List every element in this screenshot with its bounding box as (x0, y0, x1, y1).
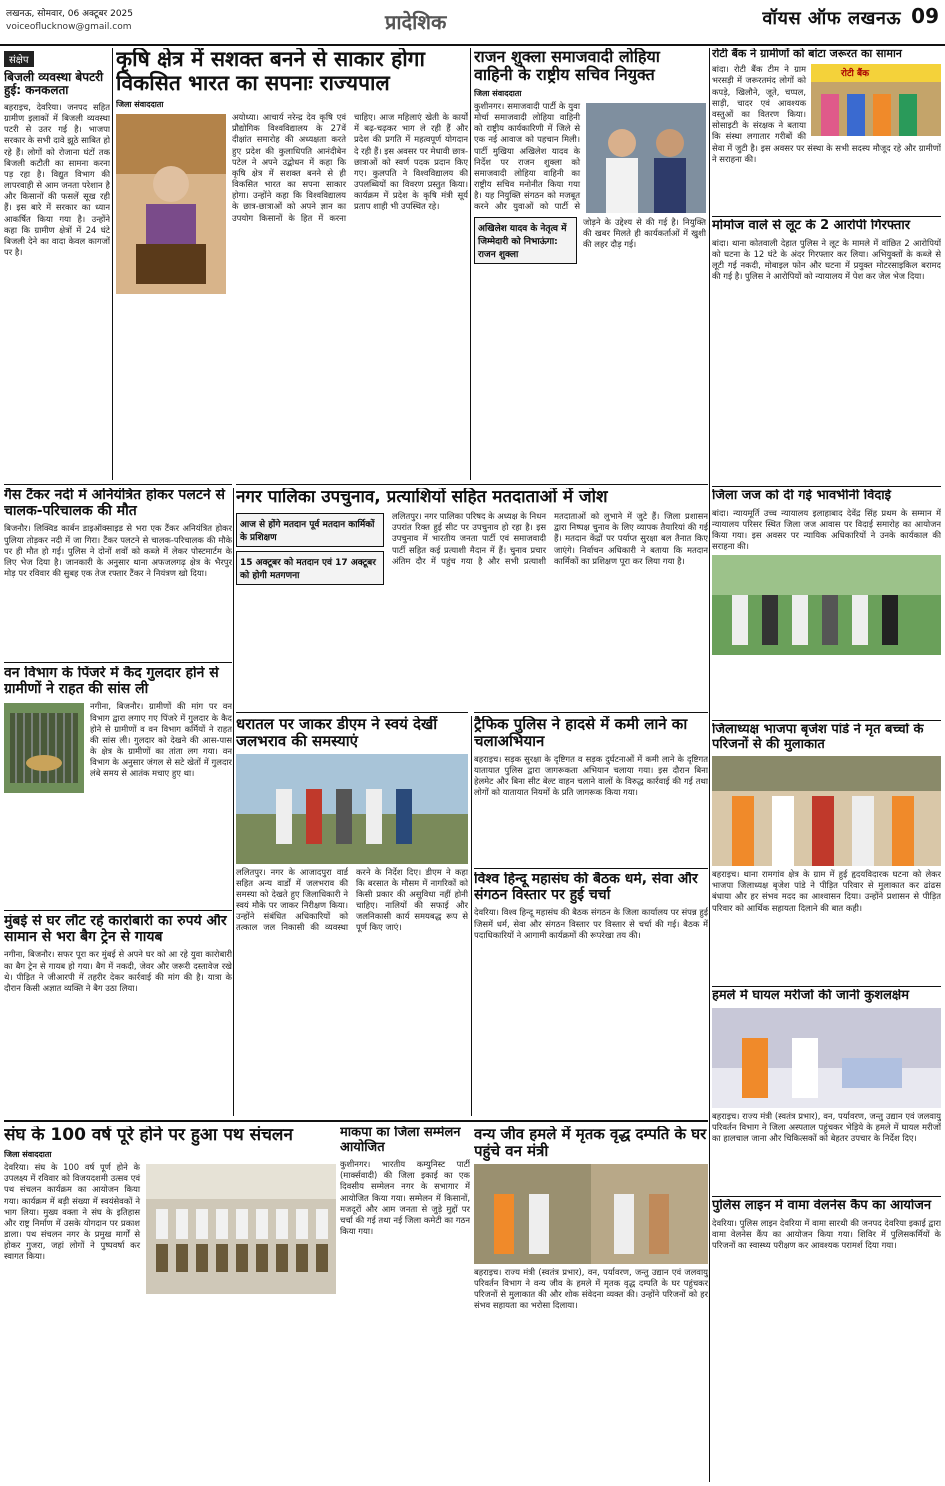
farewell-image (712, 555, 941, 655)
headline: हमले में घायल मरीजों की जानी कुशलक्षेम (712, 989, 909, 1003)
nagar-callouts (236, 513, 384, 585)
banner-text: रोटी बैंक (841, 69, 870, 80)
divider (474, 712, 708, 713)
callout-name: राजन शुक्ला (478, 249, 519, 260)
headline: वन्य जीव हमले में मृतक वृद्ध दम्पति के घर पहुंचे वन मंत्री (474, 1126, 707, 1160)
headline: जिलाध्यक्ष भाजपा बृजेश पांडे ने मृत बच्चों के परिजनों से की मुलाकात (712, 723, 924, 752)
divider (712, 1196, 941, 1197)
callout-dates: 15 अक्टूबर को मतदान एवं 17 अक्टूबर को होगी मतगणना (236, 551, 384, 585)
waterlogging-image (236, 754, 468, 864)
quote-callout (474, 217, 577, 264)
headline: विश्व हिन्दू महासंघ की बैठक धर्म, सेवा और संगठन विस्तार पर हुई चर्चा (474, 872, 698, 903)
cage-image (4, 703, 84, 793)
article-body: बहराइच, देवरिया। जनपद सहित ग्रामीण इलाकों में बिजली व्यवस्था पटरी से उतर गई है। भाजपा सरकार के सभी दावे झूठे साबित हो रहे हैं। लोगों को रोजाना घंटों तक बिजली कटौती का सामना करना पड़ रहा है। विद्युत विभाग की लापरवाही से आम जनता परेशान है और किसानों की फसलें सूख रही हैं। इस बारे में सरकार का ध्यान आकर्षित किया गया है। उन्होंने कहा कि ग्रामीण क्षेत्रों में 24 घंटे बिजली देने का वादा केवल कागजों पर है। (4, 101, 110, 258)
nomination-photo (586, 103, 706, 213)
article-body: बांदा। थाना कोतवाली देहात पुलिस ने लूट के मामले में वांछित 2 आरोपियों को घटना के 12 घंटे के अंदर गिरफ्तार कर लिया। अभियुक्तों के कब्जे से लूटी गई नकदी, मोबाइल फोन और घटना में प्रयुक्त मोटरसाइकिल बरामद की गई है। पुलिस ने आरोपियों को न्यायालय में पेश कर जेल भेज दिया। (712, 237, 941, 282)
article-body: नगीना, बिजनौर। ग्रामीणों की मांग पर वन विभाग द्वारा लगाए गए पिंजरे में गुलदार के कैद होने से ग्रामीणों व वन विभाग कर्मियों ने राहत की सांस ली। गुलदार को देखने की आस-पास के क्षेत्र के ग्रामीणों का तांता लग गया। वन विभाग के अनुसार जंगल से सटे खेतों में गुलदार लंबे समय से आतंक मचाए हुए था। (90, 701, 232, 779)
nagar-palika-article (236, 488, 708, 708)
minister-visit-photo (474, 1164, 708, 1264)
article-body: देवरिया। विश्व हिन्दू महासंघ की बैठक संगठन के जिला कार्यालय पर संपन्न हुई जिसमें धर्म, सेवा और संगठन विस्तार पर विस्तार से चर्चा की गई। बैठक में पदाधिकारियों ने आगामी कार्यक्रमों की रूपरेखा तय की। (474, 907, 708, 940)
momos-article (712, 219, 941, 483)
headline-line1: राजन शुक्ला समाजवादी लोहिया (474, 48, 660, 66)
section-title: प्रादेशिक (385, 10, 447, 34)
headline: वन विभाग के पिंजरे में कैद गुलदार होने से ग्रामीणों ने राहत की सांस ली (4, 666, 219, 697)
article-body: बहराइच। राज्य मंत्री (स्वतंत्र प्रभार), वन, पर्यावरण, जन्तु उद्यान एवं जलवायु परिवर्तन विभाग ने जिला अस्पताल पहुंचकर भेड़िये के हमले में घायल मरीजों का हालचाल जाना और चिकित्सकों को बेहतर उपचार के निर्देश दिए। (712, 1110, 941, 1143)
headline: बिजली व्यवस्था बेपटरी हुई: कनकलता (4, 70, 104, 98)
makpa-article (340, 1126, 470, 1482)
contact-email[interactable]: voiceoflucknow@gmail.com (6, 22, 132, 32)
divider (712, 986, 941, 987)
column-rule (470, 48, 471, 480)
headline: मुंबई से घर लौट रहे कारोबारी का रुपये और सामान से भरा बैग ट्रेन से गायब (4, 914, 227, 945)
bjp-article (712, 723, 941, 983)
article-body: कुशीनगर। भारतीय कम्युनिस्ट पार्टी (मार्क्सवादी) की जिला इकाई का एक दिवसीय सम्मेलन नगर के सभागार में आयोजित किया गया। सम्मेलन में किसानों, मजदूरों और आम जनता से जुड़े मुद्दों पर चर्चा की गई तथा नई जिला कमेटी का गठन किया गया। (340, 1159, 470, 1237)
lead-headline-line1: कृषि क्षेत्र में सशक्त बनने से साकार होगा (116, 48, 425, 71)
lead-headline-line2: विकसित भारत का सपनाः राज्यपाल (116, 70, 390, 95)
headline: संघ के 100 वर्ष पूरे होने पर हुआ पथ संचलन (4, 1126, 293, 1145)
column-rule (709, 48, 710, 1482)
article-body: बहराइच। सड़क सुरक्षा के दृष्टिगत व सड़क दुर्घटनाओं में कमी लाने के दृष्टिगत यातायात पुलिस द्वारा जागरूकता अभियान चलाया गया। इस दौरान बिना हेलमेट और बिना सीट बेल्ट वाहन चलाने वालों के विरुद्ध कार्रवाई की गई तथा लोगों को यातायात नियमों के प्रति जागरूक किया गया। (474, 753, 708, 798)
divider (236, 712, 468, 713)
divider (712, 486, 941, 487)
headline: जिला जज को दी गई भावभीनी विदाई (712, 489, 892, 503)
farewell-photo (712, 555, 941, 655)
governor-photo (116, 114, 226, 294)
vishwa-article (474, 872, 708, 1116)
divider (4, 662, 232, 663)
divider (712, 216, 941, 217)
article-body: देवरिया। पुलिस लाइन देवरिया में वामा सारथी की जनपद देवरिया इकाई द्वारा वामा वेलनेस कैंप का आयोजन किया गया। शिविर में पुलिसकर्मियों के परिजनों का स्वास्थ्य परीक्षण कर आवश्यक परामर्श दिया गया। (712, 1217, 941, 1250)
page-header (0, 0, 945, 46)
injured-article (712, 989, 941, 1193)
callout-text: अखिलेश यादव के नेतृत्व में जिम्मेदारी को निभाऊंगा: (478, 223, 567, 247)
samajwadi-article (474, 48, 706, 480)
waterlogging-photo (236, 754, 468, 864)
article-tanker (4, 488, 232, 658)
divider (4, 910, 232, 911)
nomination-image (586, 103, 706, 213)
article-body: बहराइच। राज्य मंत्री (स्वतंत्र प्रभार), वन, पर्यावरण, जन्तु उद्यान एवं जलवायु परिवर्तन विभाग ने वन्य जीव के हमले में मृतक वृद्ध दम्पति के घर पहुंचकर परिजनों से मुलाकात की और शोक संवेदना व्यक्त की। उन्होंने परिजनों को हर संभव सहायता का भरोसा दिलाया। (474, 1266, 708, 1311)
column-rule (233, 488, 234, 1116)
divider (474, 868, 708, 869)
sangh-article (4, 1126, 336, 1482)
headline: ट्रैफिक पुलिस ने हादसे में कमी लाने का चलाअभियान (474, 716, 688, 750)
wildlife-article (474, 1126, 708, 1482)
issue-date: लखनऊ, सोमवार, 06 अक्टूबर 2025 (6, 9, 133, 19)
distribution-photo (811, 64, 941, 136)
article-body: नगीना, बिजनौर। सफर पूरा कर मुंबई से अपने घर को आ रहे युवा कारोबारी का बैग ट्रेन से गायब हो गया। बैग में नकदी, जेवर और जरूरी दस्तावेज रखे थे। पीड़ित ने जीआरपी में तहरीर देकर कार्रवाई की मांग की है। यात्रा के दौरान किसी अज्ञात व्यक्ति ने बैग उठा लिया। (4, 949, 232, 993)
lead-article (116, 48, 468, 480)
brief-tag: संक्षेप (4, 51, 34, 67)
leopard-cage-photo (4, 703, 84, 793)
hospital-image (712, 1008, 941, 1108)
judge-article (712, 489, 941, 717)
traffic-article (474, 716, 708, 866)
hospital-photo (712, 1008, 941, 1108)
article-mumbai (4, 914, 232, 1114)
dateline: जिला संवाददाता (474, 88, 522, 98)
headline: पुलिस लाइन में वामा वेलनेस कैंप का आयोजन (712, 1199, 932, 1213)
article-body: बांदा। न्यायमूर्ति उच्च न्यायालय इलाहाबाद देवेंद्र सिंह प्रथम के सम्मान में न्यायालय परिसर स्थित जिला जज आवास पर विदाई समारोह का आयोजन किया गया। इस अवसर पर न्यायिक अधिकारियों ने उनके कार्यकाल की सराहना की। (712, 507, 941, 552)
callout-training: आज से होंगे मतदान पूर्व मतदान कार्मिकों के प्रशिक्षण (236, 513, 384, 547)
march-image (146, 1164, 336, 1294)
divider (4, 484, 232, 485)
headline: माकपा का जिला सम्मेलन आयोजित (340, 1126, 461, 1155)
article-body: बांदा। रोटी बैंक टीम ने ग्राम भरसड़ी में जरूरतमंद लोगों को कपड़े, खिलौने, जूते, चप्पल, साड़ी, चादर एवं आवश्यक वस्तुओं का वितरण किया। सोसाइटी के संरक्षक ने बताया कि संस्था लगातार गरीबों की सेवा में जुटी है। इस अवसर पर संस्था के सभी सदस्य मौजूद रहे और ग्रामीणों ने सराहना की। (712, 64, 941, 164)
march-photo (146, 1164, 336, 1294)
headline: रोटी बैंक ने ग्रामीणों को बांटा जरूरत का सामान (712, 48, 902, 60)
column-rule (471, 716, 472, 1116)
article-body: अयोध्या। आचार्य नरेन्द्र देव कृषि एवं प्रौद्योगिक विश्वविद्यालय के 27वें दीक्षांत समारोह की अध्यक्षता करते हुए प्रदेश की कुलाधिपति आनंदीबेन पटेल ने अपने उद्बोधन में कहा कि कृषि क्षेत्र में सशक्त बनने से ही विकसित भारत का सपना साकार होगा। उन्होंने कहा कि विश्वविद्यालय के छात्र-छात्राओं को अपने ज्ञान का उपयोग किसानों के हित में करना चाहिए। आज महिलाएं खेती के कार्यों में बढ़-चढ़कर भाग ले रही हैं और प्रदेश की प्रगति में महत्वपूर्ण योगदान दे रही हैं। इस अवसर पर मेधावी छात्र-छात्राओं को स्वर्ण पदक प्रदान किए गए। कुलपति ने विश्वविद्यालय की उपलब्धियों का विवरण प्रस्तुत किया। कार्यक्रम में प्रदेश के कृषि मंत्री सूर्य प्रताप शाही भी उपस्थित रहे। (232, 112, 468, 223)
article-leopard (4, 666, 232, 906)
governor-image (116, 114, 226, 294)
brief-electricity (4, 48, 110, 480)
headline: धरातल पर जाकर डीएम ने स्वयं देखीं जलभराव की समस्याएं (236, 716, 438, 750)
roti-bank-article (712, 48, 941, 214)
article-body: देवरिया। संघ के 100 वर्ष पूर्ण होने के उपलक्ष्य में रविवार को विजयदशमी उत्सव एवं पथ संचलन कार्यक्रम का आयोजन किया गया। कार्यक्रम में बड़ी संख्या में स्वयंसेवकों ने भाग लिया। मुख्य वक्ता ने संघ के इतिहास और राष्ट्र निर्माण में उसके योगदान पर प्रकाश डाला। पथ संचलन नगर के प्रमुख मार्गों से होकर गुजरा, जहां लोगों ने पुष्पवर्षा कर स्वागत किया। (4, 1162, 140, 1262)
headline: गैस टैंकर नदी में अनियंत्रित होकर पलटने से चालक-परिचालक की मौत (4, 488, 226, 519)
headline-line2: वाहिनी के राष्ट्रीय सचिव नियुक्त (474, 64, 655, 84)
masthead: वॉयस ऑफ लखनऊ (762, 8, 901, 29)
article-body: ललितपुर। नगर पालिका परिषद के अध्यक्ष के निधन उपरांत रिक्त हुई सीट पर उपचुनाव हो रहा है। इस उपचुनाव में भारतीय जनता पार्टी एवं समाजवादी पार्टी सहित कई प्रत्याशी मैदान में हैं। चुनाव प्रचार अंतिम दौर में पहुंच गया है और सभी प्रत्याशी मतदाताओं को लुभाने में जुटे हैं। जिला प्रशासन द्वारा निष्पक्ष चुनाव के लिए व्यापक तैयारियां की गई हैं। मतदान केंद्रों पर पर्याप्त सुरक्षा बल तैनात किए जाएंगे। निर्वाचन अधिकारी ने बताया कि मतदान कार्मिकों का प्रशिक्षण पूरा कर लिया गया है। (392, 511, 708, 566)
minister-visit-image (474, 1164, 708, 1264)
headline: नगर पालिका उपचुनाव, प्रत्याशियों सहित मतदाताओं में जोश (236, 488, 608, 507)
dharatal-article (236, 716, 468, 1116)
column-rule (112, 48, 113, 480)
dateline: जिला संवाददाता (116, 100, 164, 110)
distribution-image (811, 64, 941, 136)
divider (712, 720, 941, 721)
article-body: ललितपुर। नगर के आजादपुरा वार्ड सहित अन्य वार्डों में जलभराव की समस्या को देखते हुए जिलाधिकारी ने स्वयं मौके पर जाकर निरीक्षण किया। उन्होंने संबंधित अधिकारियों को तत्काल जल निकासी की व्यवस्था करने के निर्देश दिए। डीएम ने कहा कि बरसात के मौसम में नागरिकों को किसी प्रकार की असुविधा नहीं होनी चाहिए। नालियों की सफाई और जलनिकासी कार्य समयबद्ध रूप से पूर्ण किए जाएं। (236, 866, 468, 933)
divider (236, 484, 708, 485)
headline: मोमोज वाले से लूट के 2 आरोपी गिरफ्तार (712, 219, 911, 233)
divider (4, 1120, 708, 1122)
bjp-visit-photo (712, 756, 941, 866)
dateline: जिला संवाददाता (4, 1150, 52, 1160)
article-body: कुशीनगर। समाजवादी पार्टी के युवा मोर्चा समाजवादी लोहिया वाहिनी को राष्ट्रीय कार्यकारिणी में जिले से एक नई आवाज को पहचान मिली। पार्टी मुखिया अखिलेश यादव के निर्देश पर राजन शुक्ला को समाजवादी लोहिया वाहिनी का राष्ट्रीय सचिव मनोनीत किया गया है। यह नियुक्ति संगठन को मजबूत करने और युवाओं को पार्टी से जोड़ने के उद्देश्य से की गई है। नियुक्ति की खबर मिलते ही कार्यकर्ताओं में खुशी की लहर दौड़ गई। (474, 100, 706, 250)
article-body: बहराइच। थाना रामगांव क्षेत्र के ग्राम में हुई हृदयविदारक घटना को लेकर भाजपा जिलाध्यक्ष बृजेश पांडे ने पीड़ित परिवार से मुलाकात कर ढांढस बंधाया और हर संभव मदद का आश्वासन दिया। उन्होंने प्रशासन से पीड़ित परिवार को आर्थिक सहायता दिलाने की बात कही। (712, 869, 941, 913)
page-number: 09 (911, 4, 939, 28)
article-body: बिजनौर। लिक्विड कार्बन डाइऑक्साइड से भरा एक टैंकर अनियंत्रित होकर पुलिया तोड़कर नदी में जा गिरा। टैंकर पलटने से चालक-परिचालक की मौके पर ही मौत हो गई। पुलिस ने दोनों शवों को कब्जे में लेकर पोस्टमार्टम के लिए भेज दिया है। जानकारी के अनुसार थाना अफजलगढ़ क्षेत्र के भैरपुर मोड़ पर रविवार की सुबह एक तेज रफ्तार टैंकर ने नियंत्रण खो दिया। (4, 523, 232, 579)
bjp-visit-image (712, 756, 941, 866)
police-wellness-article (712, 1199, 941, 1482)
